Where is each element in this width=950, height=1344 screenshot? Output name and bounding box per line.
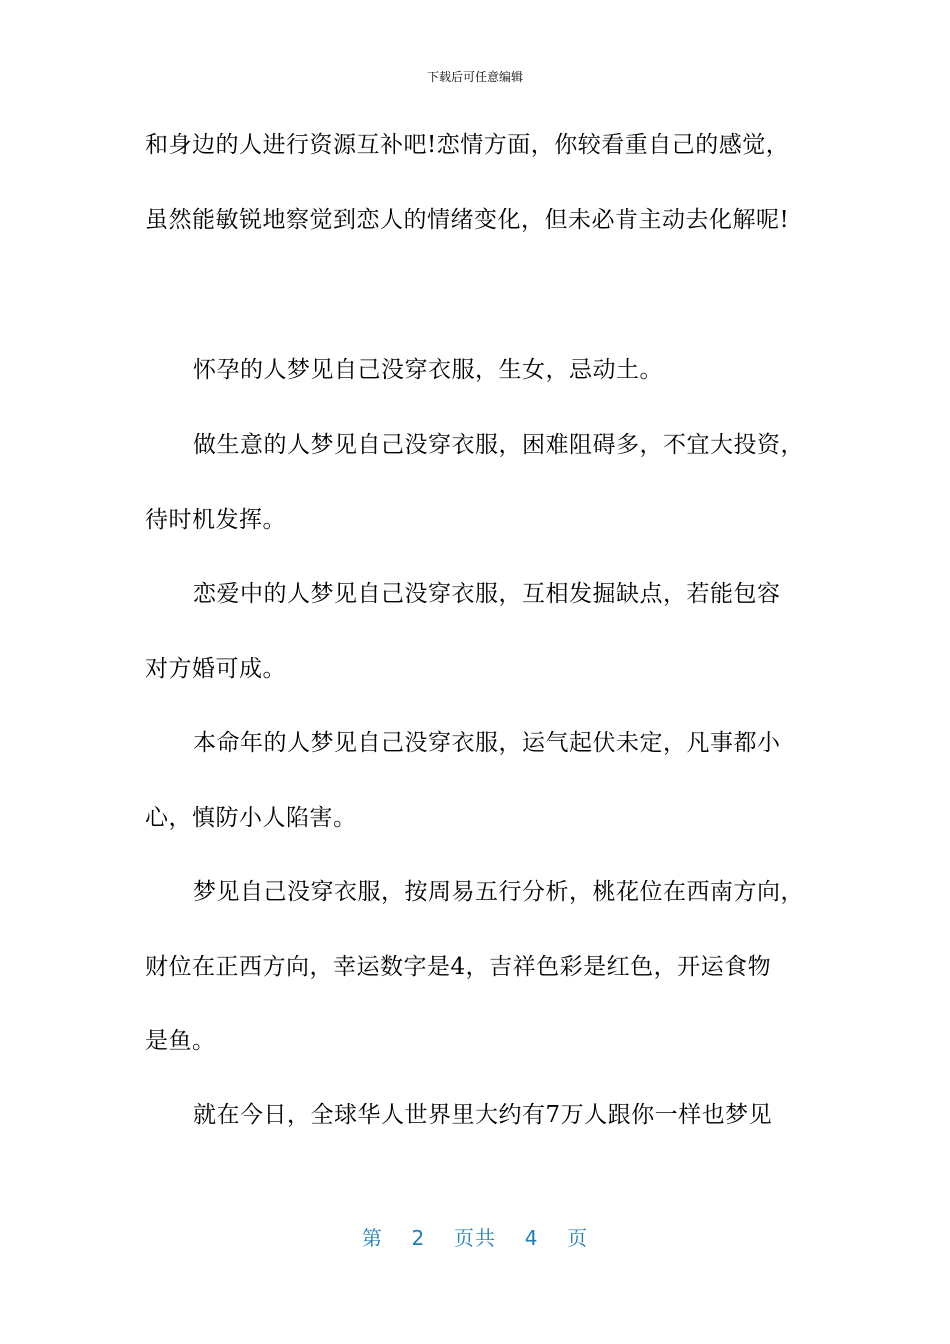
paragraph-line: 财位在正西方向，幸运数字是4，吉祥色彩是红色，开运食物 bbox=[145, 954, 772, 980]
paragraph-line: 怀孕的人梦见自己没穿衣服，生女，忌动土。 bbox=[193, 357, 663, 383]
footer-total-pages: 4 bbox=[524, 1226, 539, 1250]
footer-label-end: 页 bbox=[567, 1226, 589, 1250]
paragraph-line: 是鱼。 bbox=[145, 1028, 216, 1054]
page-footer bbox=[0, 1222, 950, 1251]
paragraph-line: 和身边的人进行资源互补吧!恋情方面，你较看重自己的感觉， bbox=[145, 132, 790, 158]
paragraph-line: 对方婚可成。 bbox=[145, 656, 286, 682]
paragraph-line: 心，慎防小人陷害。 bbox=[145, 805, 357, 831]
paragraph-line: 本命年的人梦见自己没穿衣服，运气起伏未定，凡事都小 bbox=[193, 730, 781, 756]
paragraph-line: 做生意的人梦见自己没穿衣服，困难阻碍多，不宜大投资， bbox=[193, 432, 804, 458]
footer-label-of: 页共 bbox=[454, 1226, 496, 1250]
paragraph-line: 待时机发挥。 bbox=[145, 507, 286, 533]
footer-current-page: 2 bbox=[411, 1226, 426, 1250]
paragraph-line: 梦见自己没穿衣服，按周易五行分析，桃花位在西南方向， bbox=[193, 879, 804, 905]
paragraph-line: 恋爱中的人梦见自己没穿衣服，互相发掘缺点，若能包容 bbox=[193, 581, 781, 607]
footer-label-page: 第 bbox=[361, 1226, 383, 1250]
paragraph-line: 就在今日，全球华人世界里大约有7万人跟你一样也梦见 bbox=[193, 1102, 773, 1128]
paragraph-line: 虽然能敏锐地察觉到恋人的情绪变化，但未必肯主动去化解呢! bbox=[145, 207, 790, 233]
header-note: 下载后可任意编辑 bbox=[426, 70, 523, 84]
